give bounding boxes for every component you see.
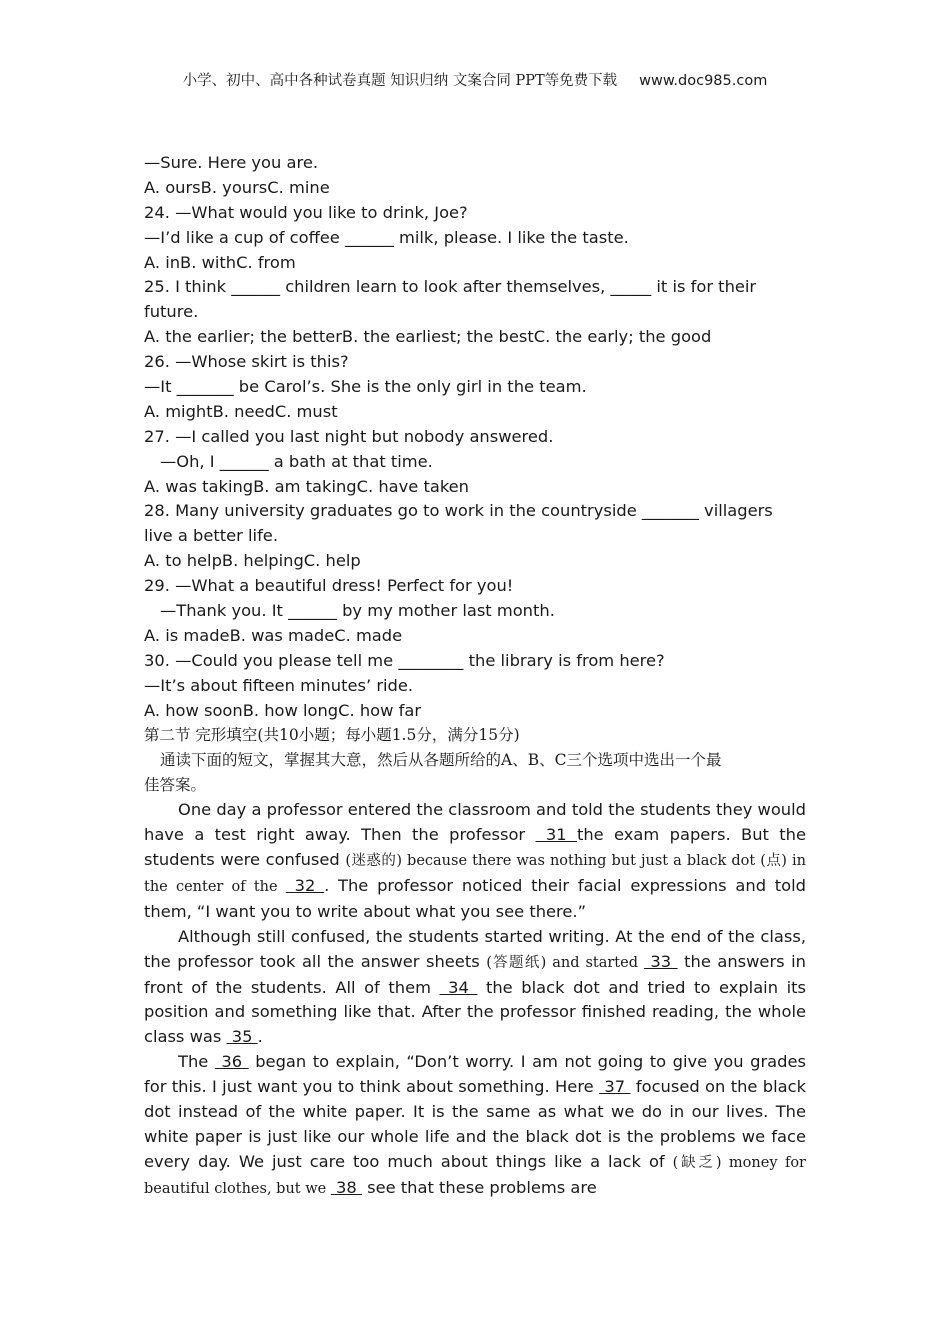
passage-text-serif: (答题纸) and started (486, 954, 644, 971)
question-28-cont: live a better life. (144, 526, 279, 546)
question-24-options: A. inB. withC. from (144, 252, 296, 272)
blank-32: 32 (285, 875, 325, 895)
question-25-cont: future. (144, 302, 199, 322)
question-29: 29. —What a beautiful dress! Perfect for you! (144, 576, 514, 596)
passage-text: . The professor noticed their facial expressions and told them, “I want you to write about what you see there.” (144, 875, 807, 921)
question-29-dialogue: —Thank you. It ______ by my mother last month. (160, 601, 555, 621)
blank-33: 33 (643, 951, 678, 971)
question-26: 26. —Whose skirt is this? (144, 352, 349, 372)
blank-31: 31 (535, 825, 577, 845)
passage-paragraph-1 (144, 798, 806, 925)
passage-text: the answers in front of the students. All of them (144, 951, 806, 997)
passage-text-serif: (迷惑的) because there was nothing but just a black dot (点) in the center of the (144, 852, 806, 895)
question-29-options: A. is madeB. was madeC. made (144, 625, 403, 645)
blank-36: 36 (214, 1052, 249, 1072)
question-30-options: A. how soonB. how longC. how far (144, 700, 422, 720)
passage-text: One day a professor entered the classroom and told the students they would have a test right away. Then the professor (144, 800, 806, 845)
section-instruction: 通读下面的短文，掌握其大意，然后从各题所给的A、B、C三个选项中选出一个最 (160, 751, 722, 770)
passage-text: focused on the black dot instead of the white paper. It is the same as what we do in our lives. The white paper is just like our whole life and the black dot is the problems we face every day. We just care too much about things like a lack of (144, 1077, 807, 1171)
passage-text: Although still confused, the students started writing. At the end of the class, the professor took all the answer sheets (144, 926, 806, 971)
passage-text: the black dot and tried to explain its position and something like that. After the professor finished reading, the whole class was (144, 977, 806, 1047)
question-27-dialogue: —Oh, I ______ a bath at that time. (160, 451, 433, 471)
passage-text: the exam papers. But the students were confused (144, 825, 806, 869)
page-header (0, 69, 950, 90)
header-site-link[interactable]: www.doc985.com (639, 73, 768, 89)
question-28: 28. Many university graduates go to work in the countryside _______ villagers (144, 501, 773, 521)
section-instruction-cont: 佳答案。 (144, 776, 207, 795)
blank-34: 34 (439, 977, 478, 997)
answer-line: —Sure. Here you are. (144, 153, 319, 172)
question-30-dialogue: —It’s about fifteen minutes’ ride. (144, 675, 414, 695)
question-27-options: A. was takingB. am takingC. have taken (144, 476, 470, 496)
question-30: 30. —Could you please tell me ________ the library is from here? (144, 650, 665, 670)
question-27: 27. —I called you last night but nobody answered. (144, 426, 554, 446)
blank-38: 38 (330, 1177, 362, 1197)
blank-35: 35 (226, 1027, 258, 1047)
question-28-options: A. to helpB. helpingC. help (144, 551, 361, 571)
options-line: A. oursB. yoursC. mine (144, 177, 330, 197)
passage-paragraph-3 (144, 1050, 806, 1201)
question-26-dialogue: —It _______ be Carol’s. She is the only girl in the team. (144, 377, 587, 397)
header-text: 小学、初中、高中各种试卷真题 知识归纳 文案合同 PPT等免费下载 (182, 73, 618, 89)
question-26-options: A. mightB. needC. must (144, 401, 338, 421)
exam-content (144, 151, 806, 1202)
question-25-options: A. the earlier; the betterB. the earliest; the bestC. the early; the good (144, 327, 712, 347)
section-title: 第二节 完形填空(共10小题；每小题1.5分，满分15分) (144, 726, 520, 745)
blank-37: 37 (599, 1077, 631, 1097)
passage-text: The (178, 1052, 215, 1072)
passage-paragraph-2 (144, 925, 806, 1051)
question-24-dialogue: —I’d like a cup of coffee ______ milk, please. I like the taste. (144, 227, 629, 247)
passage-text: see that these problems are (361, 1177, 597, 1197)
question-24: 24. —What would you like to drink, Joe? (144, 202, 468, 222)
passage-text: began to explain, “Don’t worry. I am not going to give you grades for this. I just want you to think about something. Here (144, 1052, 806, 1097)
passage-text-serif: (缺乏) money for beautiful clothes, but we (144, 1154, 806, 1197)
question-25: 25. I think ______ children learn to look after themselves, _____ it is for their (144, 277, 757, 297)
passage-text: . (257, 1027, 263, 1047)
